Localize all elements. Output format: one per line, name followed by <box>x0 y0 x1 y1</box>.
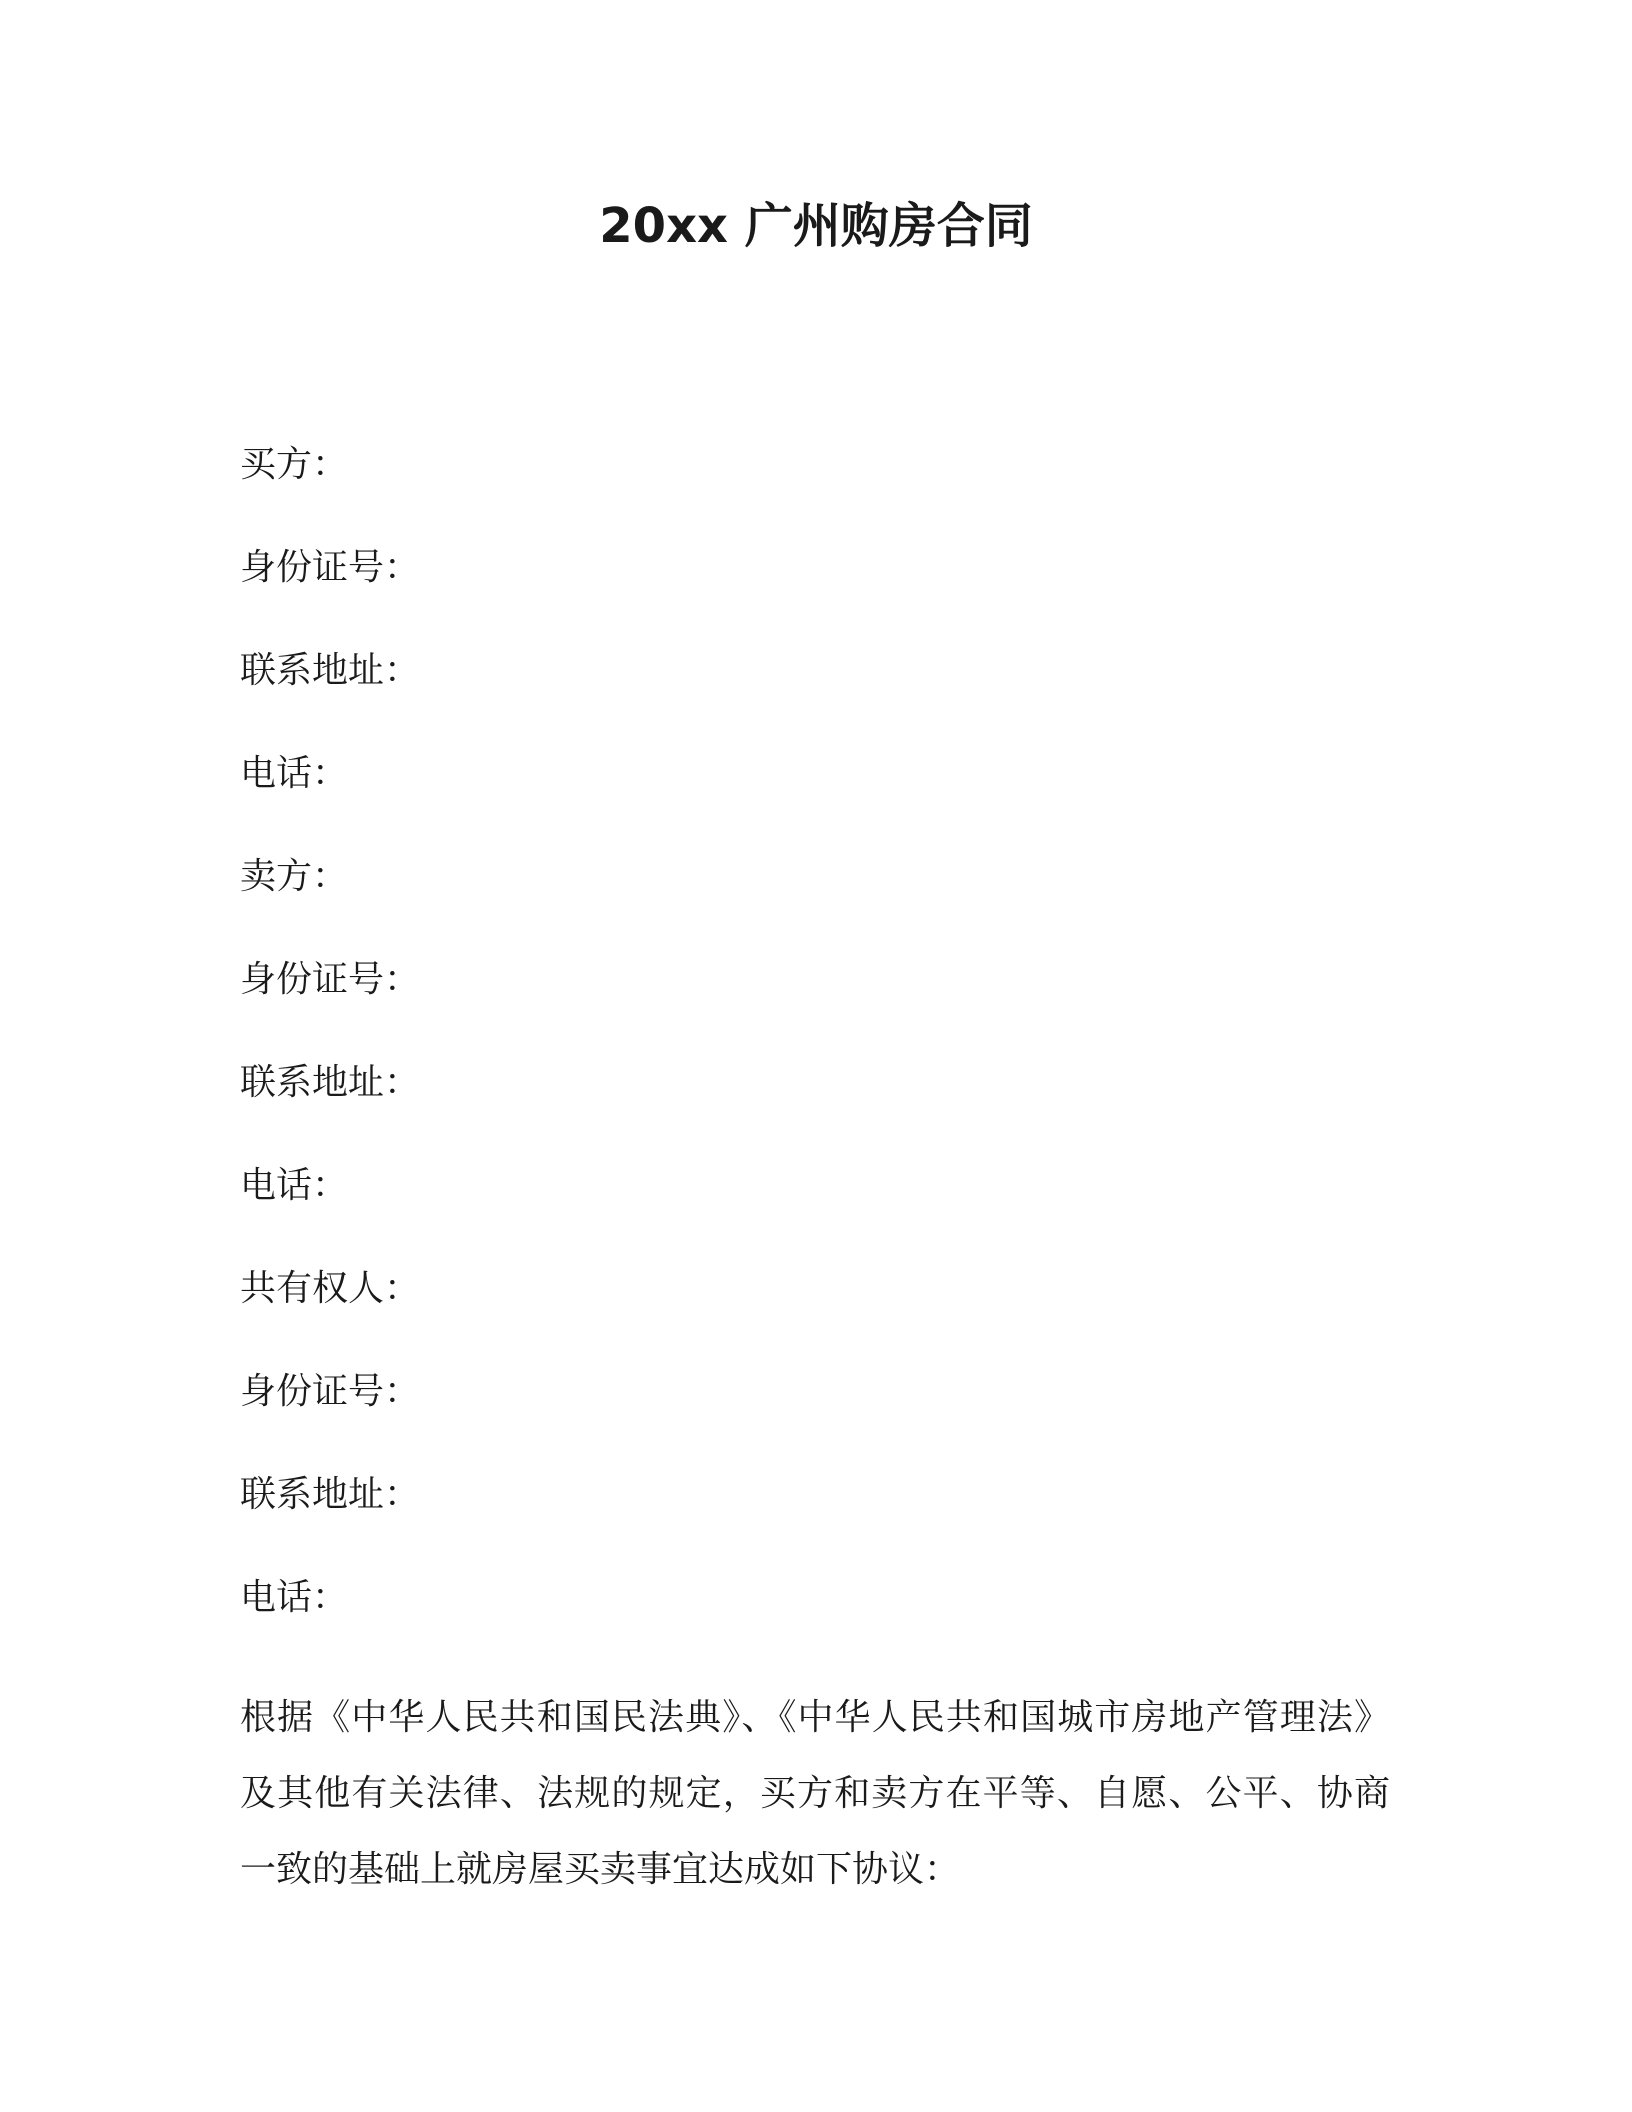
seller-address-label: 联系地址： <box>240 1062 421 1103</box>
preamble-paragraph: 根据《中华人民共和国民法典》、《中华人民共和国城市房地产管理法》及其他有关法律、法规的规定，买方和卖方在平等、自愿、公平、协商一致的基础上就房屋买卖事宜达成如下协议： <box>240 1697 1390 1890</box>
co-owner-phone-label: 电话： <box>240 1577 349 1618</box>
party-info-section <box>240 438 1400 1674</box>
buyer-name-label: 买方： <box>240 444 349 485</box>
seller-id-label: 身份证号： <box>240 959 421 1000</box>
buyer-address-label: 联系地址： <box>240 650 421 691</box>
buyer-id-label: 身份证号： <box>240 547 421 588</box>
co-owner-address-label: 联系地址： <box>240 1474 421 1515</box>
co-owner-name-label: 共有权人： <box>240 1268 421 1309</box>
seller-phone-label: 电话： <box>240 1165 349 1206</box>
co-owner-id-label: 身份证号： <box>240 1371 421 1412</box>
document-title: 20xx 广州购房合同 <box>599 198 1033 254</box>
buyer-phone-label: 电话： <box>240 753 349 794</box>
seller-name-label: 卖方： <box>240 856 349 897</box>
